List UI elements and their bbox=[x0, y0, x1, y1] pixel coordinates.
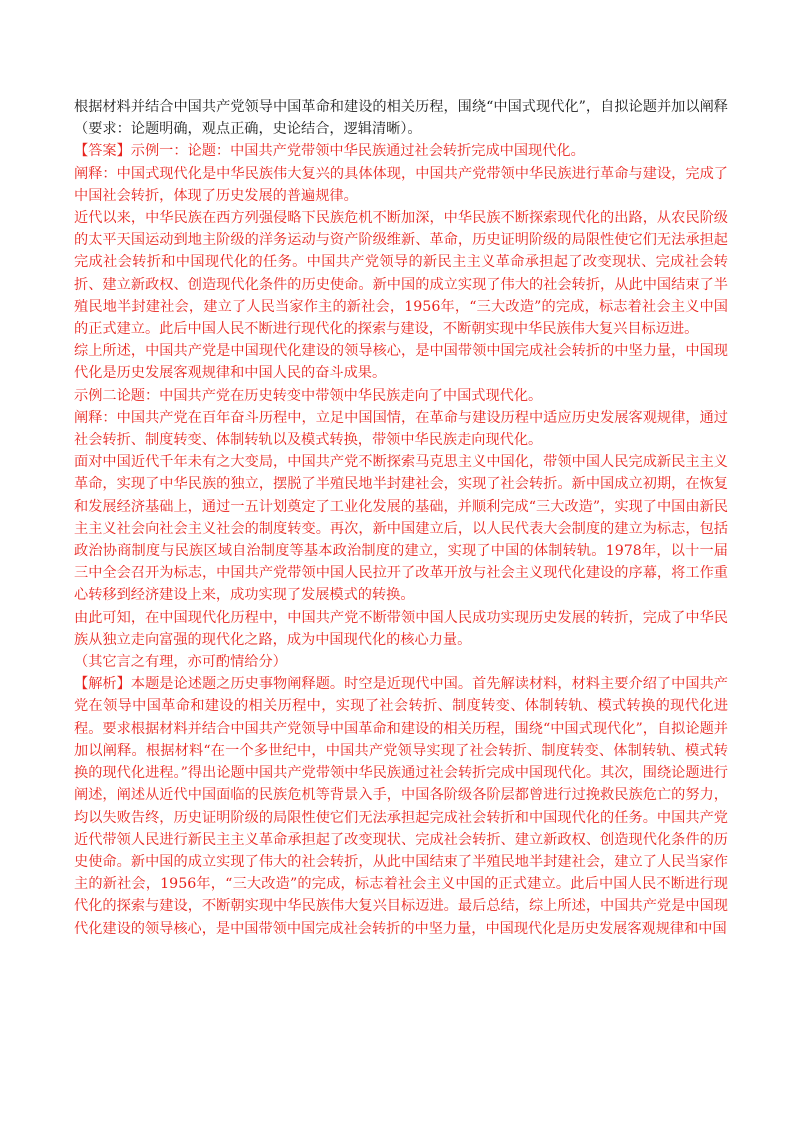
answer-example1-explain: 阐释：中国式现代化是中华民族伟大复兴的具体体现，中国共产党带领中华民族进行革命与建设，完成了中国社会转折，体现了历史发展的普遍规律。 bbox=[74, 165, 728, 204]
document-content bbox=[74, 96, 728, 940]
answer-example2-explain: 阐释：中国共产党在百年奋斗历程中，立足中国国情，在革命与建设历程中适应历史发展客观规律，通过社会转折、制度转变、体制转轨以及模式转换，带领中华民族走向现代化。 bbox=[74, 409, 728, 449]
answer-example2-topic: 示例二论题：中国共产党在历史转变中带领中华民族走向了中国式现代化。 bbox=[74, 387, 543, 404]
example1-topic-text: 示例一：论题：中国共产党带领中华民族通过社会转折完成中国现代化。 bbox=[130, 143, 585, 160]
answer-example1-topic bbox=[74, 140, 728, 162]
answer-example1-summary: 综上所述，中国共产党是中国现代化建设的领导核心，是中国带领中国完成社会转折的中坚力量，中国现代化是历史发展客观规律和中国人民的奋斗成果。 bbox=[74, 343, 728, 382]
question-text: 根据材料并结合中国共产党领导中国革命和建设的相关历程，围绕“中国式现代化”，自拟论题并加以阐释（要求：论题明确，观点正确，史论结合，逻辑清晰）。 bbox=[74, 99, 728, 138]
answer-example2-summary: 由此可知，在中国现代化历程中，中国共产党不断带领中国人民成功实现历史发展的转折，完成了中华民族从独立走向富强的现代化之路，成为中国现代化的核心力量。 bbox=[74, 609, 728, 648]
analysis-paragraph bbox=[74, 673, 728, 939]
analysis-body-text: 本题是论述题之历史事物阐释题。时空是近现代中国。首先解读材料，材料主要介绍了中国共产党在领导中国革命和建设的相关历程中，实现了社会转折、制度转变、体制转轨、模式转换的现代化进程。要求根据材料并结合中国共产党领导中国革命和建设的相关历程，围绕“中国式现代化”，自拟论题并加以阐释。根据材料“在一个多世纪中，中国共产党领导实现了社会转折、制度转变、体制转轨、模式转换的现代化进程。”得出论题中国共产党带领中华民族通过社会转折完成中国现代化。其次，围绕论题进行阐述，阐述从近代中国面临的民族危机等背景入手，中国各阶级各阶层都曾进行过挽救民族危亡的努力，均以失败告终，历史证明阶级的局限性使它们无法承担起完成社会转折和中国现代化的任务。中国共产党近代带领人民进行新民主主义革命承担起了改变现状、完成社会转折、建立新政权、创造现代化条件的历史使命。新中国的成立实现了伟大的社会转折，从此中国结束了半殖民地半封建社会，建立了人民当家作主的新社会，1956年，“三大改造”的完成，标志着社会主义中国的正式建立。此后中国人民不断进行现代化的探索与建设，不断朝实现中华民族伟大复兴目标迈进。最后总结，综上所述，中国共产党是中国现代化建设的领导核心，是中国带领中国完成社会转折的中坚力量，中国现代化是历史发展客观规律和中国 bbox=[74, 676, 728, 937]
answer-tag: 【答案】 bbox=[74, 143, 131, 160]
answer-example1-body: 近代以来，中华民族在西方列强侵略下民族危机不断加深，中华民族不断探索现代化的出路，从农民阶级的太平天国运动到地主阶级的洋务运动与资产阶级维新、革命，历史证明阶级的局限性使它们无法承担起完成社会转折和中国现代化的任务。中国共产党领导的新民主主义革命承担起了改变现状、完成社会转折、建立新政权、创造现代化条件的历史使命。新中国的成立实现了伟大的社会转折，从此中国结束了半殖民地半封建社会，建立了人民当家作主的新社会，1956年，“三大改造”的完成，标志着社会主义中国的正式建立。此后中国人民不断进行现代化的探索与建设，不断朝实现中华民族伟大复兴目标迈进。 bbox=[74, 210, 728, 338]
analysis-tag: 【解析】 bbox=[74, 676, 131, 693]
answer-example2-body: 面对中国近代千年未有之大变局，中国共产党不断探索马克思主义中国化，带领中国人民完成新民主主义革命，实现了中华民族的独立，摆脱了半殖民地半封建社会，实现了社会转折。新中国成立初期，在恢复和发展经济基础上，通过一五计划奠定了工业化发展的基础，并顺利完成“三大改造”，实现了中国由新民主主义社会向社会主义社会的制度转变。再次，新中国建立后，以人民代表大会制度的建立为标志，包括政治协商制度与民族区域自治制度等基本政治制度的建立，实现了中国的体制转轨。1978年，以十一届三中全会召开为标志，中国共产党带领中国人民拉开了改革开放与社会主义现代化建设的序幕，将工作重心转移到经济建设上来，成功实现了发展模式的转换。 bbox=[74, 454, 728, 604]
answer-note: （其它言之有理，亦可酌情给分） bbox=[74, 654, 287, 671]
